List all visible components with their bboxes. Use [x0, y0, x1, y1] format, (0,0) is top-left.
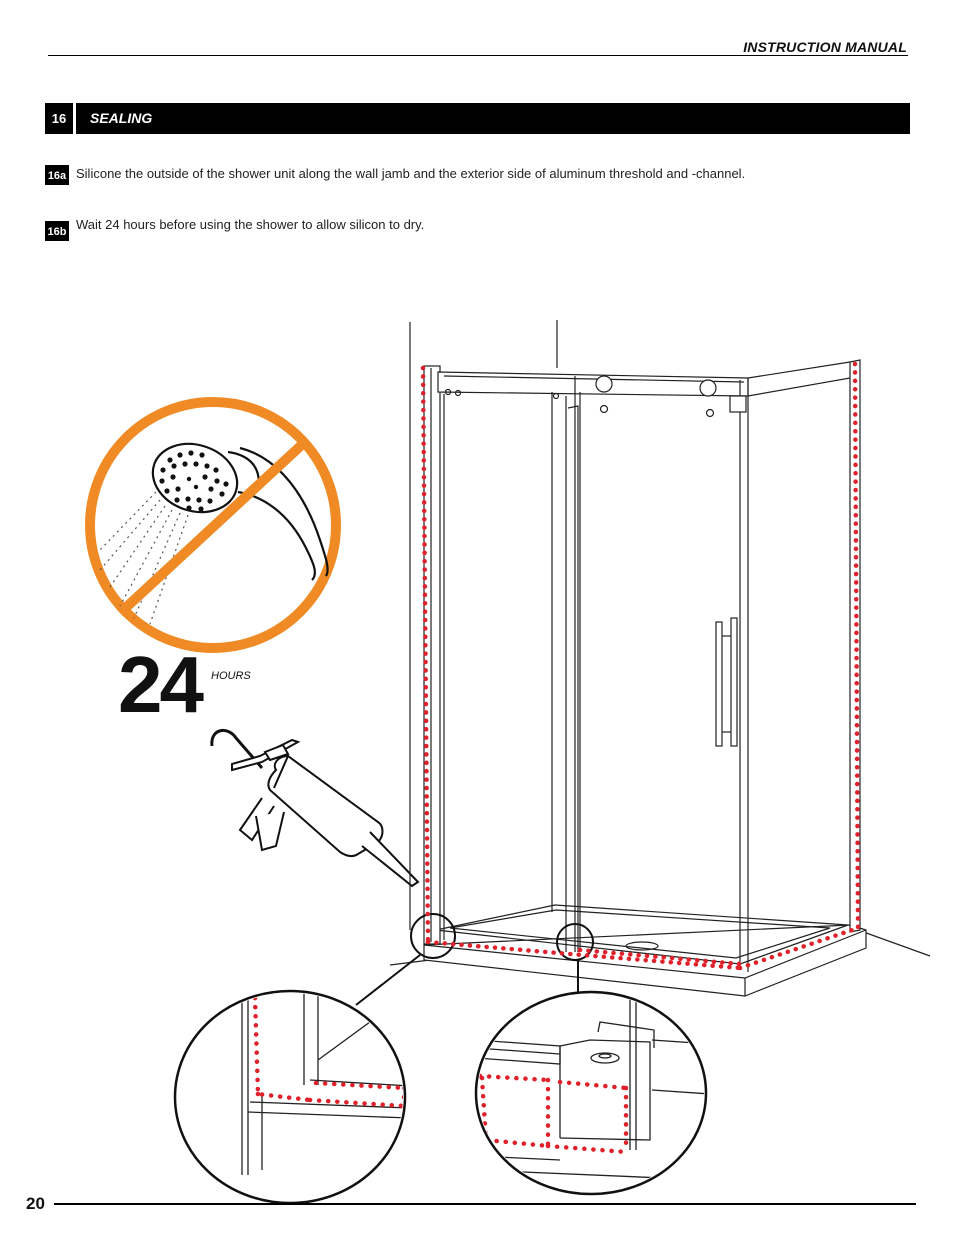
section-title: SEALING	[90, 110, 153, 126]
step-text-16b: Wait 24 hours before using the shower to allow silicon to dry.	[76, 217, 425, 232]
drying-time-value: 24	[118, 640, 201, 729]
footer-rule	[54, 1203, 916, 1205]
caulking-gun-icon	[212, 730, 418, 886]
shower-enclosure-diagram	[356, 320, 930, 1005]
sealant-bead-enclosure	[423, 364, 858, 968]
no-shower-icon	[90, 402, 336, 648]
step-badge-16a: 16a	[45, 165, 69, 185]
drying-time-unit: HOURS	[211, 670, 251, 682]
step-badge-16b: 16b	[45, 221, 69, 241]
manual-title: INSTRUCTION MANUAL	[743, 39, 907, 55]
section-number: 16	[45, 103, 76, 134]
detail-zoom-left	[175, 990, 410, 1203]
step-text-16a: Silicone the outside of the shower unit along the wall jamb and the exterior side of aluminum threshold and -channel.	[76, 166, 746, 181]
detail-zoom-right	[476, 990, 710, 1194]
page-number: 20	[26, 1194, 45, 1213]
